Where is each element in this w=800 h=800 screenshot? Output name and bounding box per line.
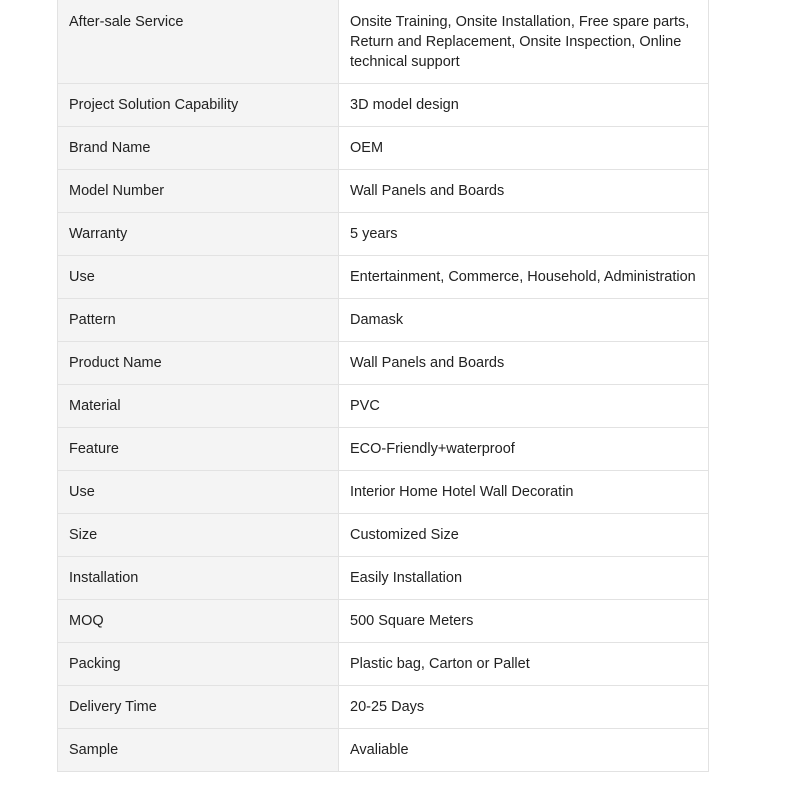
spec-label: Warranty	[58, 213, 339, 256]
spec-label: Product Name	[58, 342, 339, 385]
spec-value: Plastic bag, Carton or Pallet	[339, 643, 709, 686]
spec-value: 3D model design	[339, 84, 709, 127]
spec-label: Pattern	[58, 299, 339, 342]
spec-value: Entertainment, Commerce, Household, Administration	[339, 256, 709, 299]
spec-label: Installation	[58, 557, 339, 600]
spec-value: Avaliable	[339, 729, 709, 772]
table-row	[58, 557, 709, 600]
spec-label: Packing	[58, 643, 339, 686]
table-row	[58, 600, 709, 643]
spec-value: ECO-Friendly+waterproof	[339, 428, 709, 471]
table-row	[58, 127, 709, 170]
spec-label: Delivery Time	[58, 686, 339, 729]
spec-value: OEM	[339, 127, 709, 170]
spec-value: Wall Panels and Boards	[339, 342, 709, 385]
table-row	[58, 471, 709, 514]
table-row	[58, 729, 709, 772]
spec-label: Brand Name	[58, 127, 339, 170]
spec-label: Sample	[58, 729, 339, 772]
spec-value: Customized Size	[339, 514, 709, 557]
spec-value: Interior Home Hotel Wall Decoratin	[339, 471, 709, 514]
spec-table-body	[58, 0, 709, 772]
spec-label: Feature	[58, 428, 339, 471]
spec-value: 500 Square Meters	[339, 600, 709, 643]
spec-value: Onsite Training, Onsite Installation, Free spare parts, Return and Replacement, Onsite Inspection, Online technical support	[339, 0, 709, 84]
spec-value: 5 years	[339, 213, 709, 256]
table-row	[58, 686, 709, 729]
table-row	[58, 84, 709, 127]
spec-value: Damask	[339, 299, 709, 342]
spec-label: Model Number	[58, 170, 339, 213]
table-row	[58, 514, 709, 557]
table-row	[58, 385, 709, 428]
spec-value: 20-25 Days	[339, 686, 709, 729]
table-row	[58, 213, 709, 256]
table-row	[58, 643, 709, 686]
spec-value: Wall Panels and Boards	[339, 170, 709, 213]
spec-label: Use	[58, 471, 339, 514]
table-row	[58, 256, 709, 299]
spec-label: After-sale Service	[58, 0, 339, 84]
table-row	[58, 299, 709, 342]
product-spec-table	[57, 0, 709, 772]
table-row	[58, 170, 709, 213]
spec-label: MOQ	[58, 600, 339, 643]
table-row	[58, 342, 709, 385]
table-row	[58, 0, 709, 84]
spec-label: Material	[58, 385, 339, 428]
spec-label: Use	[58, 256, 339, 299]
spec-value: PVC	[339, 385, 709, 428]
spec-label: Size	[58, 514, 339, 557]
spec-label: Project Solution Capability	[58, 84, 339, 127]
spec-value: Easily Installation	[339, 557, 709, 600]
table-row	[58, 428, 709, 471]
